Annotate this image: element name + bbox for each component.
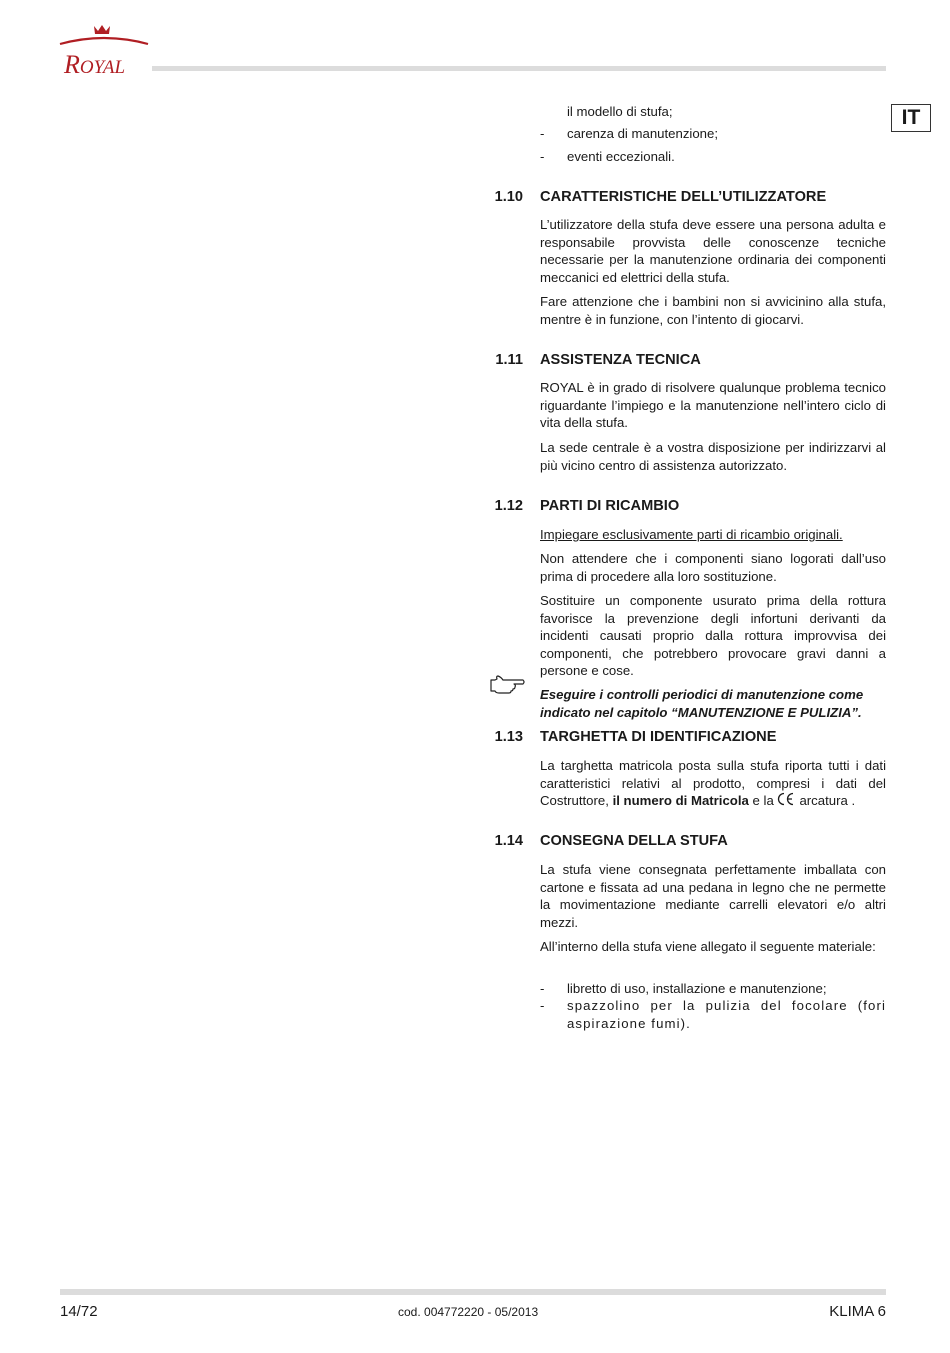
paragraph: La sede centrale è a vostra disposizione per indirizzarvi al più vicino centro di assistenza autorizzato. bbox=[540, 440, 886, 473]
paragraph: All’interno della stufa viene allegato il seguente materiale: bbox=[540, 939, 876, 954]
section-title: CONSEGNA DELLA STUFA bbox=[540, 833, 728, 849]
section-title: CARATTERISTICHE DELL’UTILIZZATORE bbox=[540, 189, 827, 205]
section-number: 1.14 bbox=[494, 833, 523, 849]
section-number: 1.10 bbox=[494, 189, 523, 205]
paragraph: Fare attenzione che i bambini non si avvicinino alla stufa, mentre è in funzione, con l’intento di giocarvi. bbox=[540, 294, 886, 327]
document-code: cod. 004772220 - 05/2013 bbox=[398, 1305, 539, 1319]
list-dash: - bbox=[540, 981, 545, 996]
paragraph: Non attendere che i componenti siano logorati dall’uso prima di procedere alla loro sostituzione. bbox=[540, 551, 886, 584]
list-dash: - bbox=[540, 998, 545, 1013]
section-number: 1.11 bbox=[495, 352, 523, 368]
logo-wordmark: ROYAL bbox=[64, 50, 126, 79]
footer-rule bbox=[60, 1289, 886, 1295]
list-item: carenza di manutenzione; bbox=[567, 126, 719, 141]
model-name: KLIMA 6 bbox=[829, 1303, 886, 1320]
list-item: eventi eccezionali. bbox=[567, 149, 675, 164]
section-title: ASSISTENZA TECNICA bbox=[540, 352, 701, 368]
royal-logo bbox=[58, 22, 150, 80]
list-item: libretto di uso, installazione e manutenzione; bbox=[567, 981, 827, 996]
paragraph: La targhetta matricola posta sulla stufa riporta tutti i dati caratteristici relativi al prodotto, compresi i dati del Costruttore, il numero di Matricola e la arcatura . bbox=[540, 758, 886, 808]
language-badge: IT bbox=[891, 104, 931, 132]
section-number: 1.13 bbox=[494, 729, 523, 745]
note-text: Eseguire i controlli periodici di manutenzione come indicato nel capitolo “MANUTENZIONE E PULIZIA”. bbox=[540, 687, 864, 720]
paragraph: L’utilizzatore della stufa deve essere una persona adulta e responsabile provvista delle conoscenze tecniche necessarie per la manutenzione ordinaria dei componenti meccanici ed elettrici della stufa. bbox=[540, 217, 886, 285]
pointing-hand-icon bbox=[489, 674, 525, 694]
list-item: spazzolino per la pulizia del focolare (fori aspirazione fumi). bbox=[567, 998, 886, 1031]
paragraph: Sostituire un componente usurato prima della rottura favorisce la prevenzione degli infortuni derivanti da incidenti causati proprio dalla rottura improvvisa dei componenti, che potrebbero provocare gravi danni a persone e cose. bbox=[540, 593, 886, 678]
list-continuation: il modello di stufa; bbox=[567, 104, 673, 119]
section-title: TARGHETTA DI IDENTIFICAZIONE bbox=[540, 729, 777, 745]
header-rule bbox=[152, 66, 886, 71]
page-number: 14/72 bbox=[60, 1303, 98, 1320]
paragraph: ROYAL è in grado di risolvere qualunque problema tecnico riguardante l’impiego e la manutenzione nell’intero ciclo di vita della stufa. bbox=[540, 380, 886, 430]
ce-mark-icon bbox=[777, 792, 799, 806]
paragraph: La stufa viene consegnata perfettamente imballata con cartone e fissata ad una pedana in legno che ne permette la movimentazione mediante carrelli elevatori e/o altri mezzi. bbox=[540, 862, 886, 930]
list-dash: - bbox=[540, 149, 545, 164]
section-title: PARTI DI RICAMBIO bbox=[540, 498, 680, 514]
section-number: 1.12 bbox=[494, 498, 523, 514]
list-dash: - bbox=[540, 126, 545, 141]
paragraph-underlined: Impiegare esclusivamente parti di ricambio originali. bbox=[540, 527, 843, 542]
